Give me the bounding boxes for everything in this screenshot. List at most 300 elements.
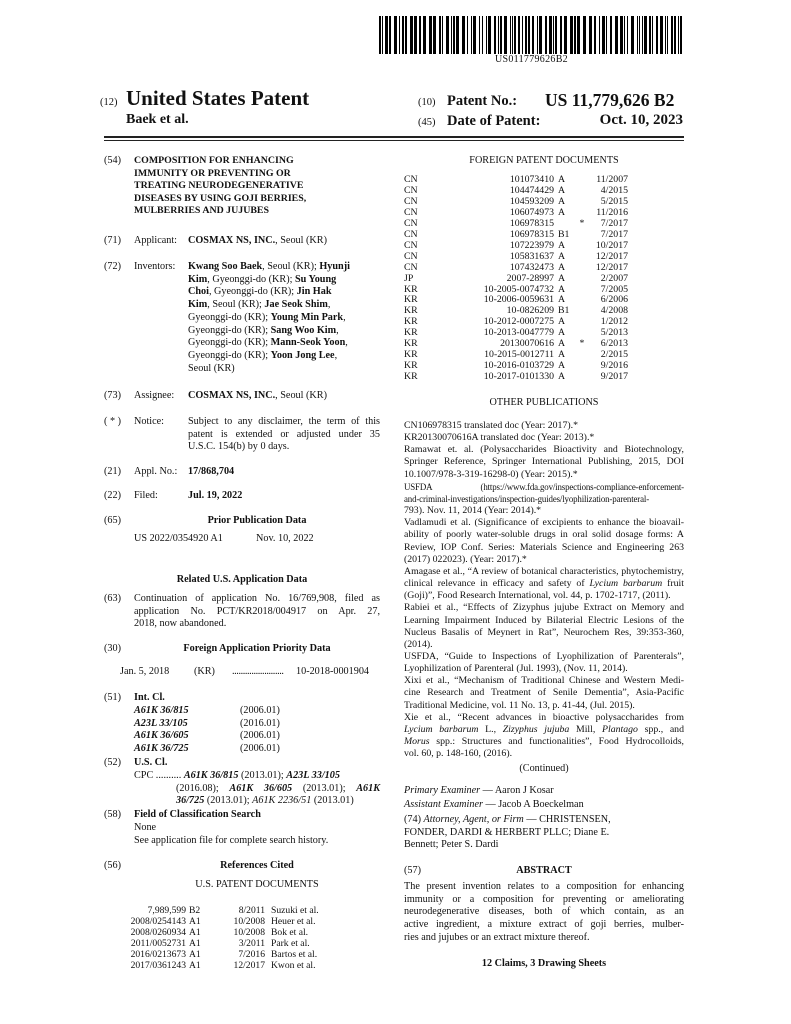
publication-line (404, 590, 684, 602)
publication-text: Traditional Medicine, vol. 11 No. 13, p. 41-44, (Jul. 2015). (404, 699, 635, 711)
foreign-doc-number: 106978315 (509, 217, 554, 229)
barcode-bar (528, 16, 530, 54)
attorney-line: Bennett; Peter S. Dardi (404, 839, 499, 851)
foreign-doc-date: 12/2017 (595, 261, 628, 273)
int-cl-table (134, 705, 280, 756)
barcode-bar (644, 16, 647, 54)
publication-line (404, 651, 684, 663)
barcode-bar (423, 16, 426, 54)
barcode-bar (512, 16, 513, 54)
inventor-location: , (343, 311, 346, 323)
barcode-bar (631, 16, 634, 54)
title-line: TREATING NEURODEGENERATIVE (134, 180, 304, 192)
barcode-bar (660, 16, 663, 54)
foreign-doc-date: 11/2016 (596, 206, 628, 218)
barcode-bar (602, 16, 605, 54)
publication-line (404, 675, 684, 687)
barcode-bar (639, 16, 640, 54)
foreign-doc-number: 10-2015-0012711 (484, 349, 554, 361)
inventor-name: Kwang Soo Baek (188, 261, 263, 272)
foreign-doc-kind: A (558, 206, 566, 218)
foreign-doc-date: 9/2016 (600, 360, 628, 372)
publication-line (404, 469, 684, 481)
us-doc-number: 2017/0361243 (130, 959, 186, 971)
prior-pub-number: US 2022/0354920 A1 (134, 533, 223, 544)
publication-line (404, 602, 684, 614)
priority-date: Jan. 5, 2018 (120, 666, 170, 677)
publication-text: 10.1007/978-3-319-16298-0) (Year: 2015).* (404, 468, 578, 480)
foreign-doc-country: KR (404, 327, 418, 339)
publication-text: Amagase et al., “A review of botanical characteristics, phytochemistry, (404, 565, 684, 577)
inventor-line (188, 325, 350, 338)
us-doc-date: 7/2016 (238, 948, 265, 960)
us-patent-row (104, 961, 371, 972)
patent-type-title: United States Patent (126, 86, 310, 110)
assistant-examiner-name: — Jacob A Boeckelman (482, 799, 584, 810)
barcode-bar (479, 16, 480, 54)
priority-country: (KR) (194, 666, 215, 677)
foreign-doc-number: 10-2017-0101330 (483, 371, 554, 383)
foreign-doc-country: KR (404, 283, 418, 295)
barcode-bar (439, 16, 441, 54)
publication-line (404, 493, 684, 505)
publication-line (404, 444, 684, 456)
int-cl-version: (2006.01) (240, 705, 280, 716)
foreign-doc-cited-mark (574, 241, 590, 252)
inventor-location: Gyeonggi-do (KR); (188, 349, 271, 361)
us-cl-cpc (134, 770, 380, 808)
foreign-doc-cited-mark (574, 230, 590, 241)
foreign-doc-kind: A (558, 195, 566, 207)
attorney-label: Attorney, Agent, or Firm (423, 814, 524, 825)
foreign-doc-row (404, 372, 628, 383)
primary-examiner (404, 785, 554, 798)
barcode-bar (627, 16, 628, 54)
inventor-name: Choi (188, 286, 209, 298)
appl-no-value: 17/868,704 (188, 466, 235, 477)
publication-text: Vadlamudi et al. (Significance of excipients to enhance the bioavail- (404, 517, 684, 529)
int-cl-class: A61K 36/725 (134, 743, 189, 755)
us-doc-number: 2016/0213673 (130, 948, 186, 960)
inventor-name: Jae Seok Shim (264, 299, 328, 311)
barcode-bar (486, 16, 487, 54)
assignee-name: COSMAX NS, INC. (188, 390, 276, 401)
foreign-doc-kind: A (558, 360, 566, 372)
foreign-doc-row (404, 274, 628, 285)
barcode-bar (615, 16, 618, 54)
cpc-text: (2016.08); (176, 782, 230, 794)
foreign-doc-number: 2007-28997 (506, 272, 554, 284)
cpc-class: A61K 36/815 (183, 770, 239, 781)
barcode-bar (414, 16, 417, 54)
publication-line (404, 736, 684, 748)
foreign-docs-table (404, 175, 628, 383)
foreign-doc-country: KR (404, 338, 418, 350)
publication-line (404, 663, 684, 675)
barcode-bar (574, 16, 576, 54)
publication-italic: Zizyphus jujuba (502, 723, 570, 735)
publication-text: 793). Nov. 11, 2014 (Year: 2014).* (404, 505, 542, 517)
publication-line (404, 517, 684, 529)
barcode-bar (488, 16, 491, 54)
publication-text: cine Research and Treatment of Senile Dementia”, Asia-Pacific (404, 687, 684, 699)
notice-line: patent is extended or adjusted under 35 (188, 428, 380, 440)
barcode-bar (494, 16, 496, 54)
notice-line: Subject to any disclaimer, the term of this (188, 416, 380, 427)
code-58: (58) (104, 809, 121, 820)
us-doc-kind: A1 (189, 959, 201, 971)
barcode-bar (564, 16, 567, 54)
title-line: COMPOSITION FOR ENHANCING (134, 155, 294, 166)
inventor-name: Mann-Seok Yoon (270, 337, 346, 349)
barcode-bar (453, 16, 455, 54)
code-51: (51) (104, 692, 121, 703)
barcode-bar (532, 16, 534, 54)
attorney-name-1: — CHRISTENSEN, (523, 814, 611, 825)
header-rule-1 (104, 136, 684, 138)
int-cl-class: A23L 33/105 (134, 717, 188, 729)
inventor-location: , Gyeonggi-do (KR); (208, 286, 297, 298)
us-doc-name: Park et al. (271, 937, 310, 949)
cpc-line (134, 770, 380, 783)
foreign-doc-date: 7/2017 (600, 228, 628, 240)
foreign-doc-cited-mark (574, 197, 590, 208)
foreign-doc-kind: A (558, 349, 566, 361)
barcode-bar (379, 16, 381, 54)
related-line: application No. PCT/KR2018/004917 on Apr. 27, (134, 605, 380, 617)
field-search-none: None (134, 822, 157, 833)
us-doc-name: Kwon et al. (271, 959, 316, 971)
barcode-bar (637, 16, 638, 54)
publication-line (404, 615, 684, 627)
code-71: (71) (104, 235, 121, 246)
foreign-doc-cited-mark: * (579, 217, 585, 229)
barcode-bar (500, 16, 502, 54)
foreign-doc-number: 10-0826209 (506, 305, 554, 317)
barcode-bar (473, 16, 476, 54)
primary-examiner-label: Primary Examiner (404, 785, 481, 796)
inventor-name: Sang Woo Kim (270, 324, 337, 336)
inventor-name: Jin Hak (296, 286, 332, 298)
us-doc-number: 2011/0052731 (130, 937, 186, 949)
foreign-doc-number: 10-2006-0059631 (483, 294, 554, 306)
us-doc-number: 7,989,599 (147, 905, 186, 916)
foreign-doc-kind: A (558, 294, 566, 306)
foreign-doc-number: 10-2005-0074732 (483, 283, 554, 295)
barcode-bar (553, 16, 554, 54)
attorney-line: FONDER, DARDI & HERBERT PLLC; Diane E. (404, 826, 610, 838)
barcode-bar (451, 16, 452, 54)
cpc-class: A23L 33/105 (286, 770, 340, 781)
publication-text: Springer Reference, Springer International Publishing, 2015, DOI (404, 456, 684, 468)
foreign-doc-number: 10-2012-0007275 (483, 316, 554, 328)
references-heading: References Cited (220, 860, 294, 871)
us-patent-docs-table (104, 906, 371, 971)
cpc-class: A61K (356, 782, 380, 794)
assignee-label: Assignee: (134, 390, 175, 401)
int-cl-row (134, 743, 280, 756)
publication-line (404, 724, 684, 736)
foreign-doc-date: 11/2007 (596, 174, 628, 185)
barcode-bar (382, 16, 383, 54)
foreign-doc-kind: A (558, 174, 566, 185)
notice-text (188, 416, 380, 441)
field-search-see: See application file for complete search history. (134, 835, 329, 846)
barcode-bar (606, 16, 607, 54)
cpc-text: (2013.01); (238, 770, 287, 781)
code-21: (21) (104, 466, 121, 477)
foreign-doc-kind: A (558, 272, 566, 284)
publication-text: CN106978315 translated doc (Year: 2017).* (404, 420, 578, 431)
foreign-doc-country: KR (404, 360, 418, 372)
barcode-bar (522, 16, 523, 54)
foreign-priority-heading: Foreign Application Priority Data (183, 643, 331, 654)
header-rule-2 (104, 140, 684, 141)
patent-date: Oct. 10, 2023 (599, 112, 683, 128)
us-cl-label: U.S. Cl. (134, 757, 168, 768)
priority-leader: ........................ (232, 666, 284, 677)
publication-line (404, 566, 684, 578)
doc-number: US011779626B2 (495, 54, 568, 65)
barcode-bar (399, 16, 400, 54)
foreign-docs-heading: FOREIGN PATENT DOCUMENTS (469, 155, 619, 166)
foreign-doc-kind: A (558, 261, 566, 273)
foreign-doc-cited-mark (574, 285, 590, 296)
publication-line (404, 712, 684, 724)
foreign-doc-number: 106074973 (509, 206, 554, 218)
foreign-doc-country: KR (404, 316, 418, 328)
applicant-label: Applicant: (134, 235, 178, 246)
inventor-location: , (327, 299, 331, 311)
barcode-bar (652, 16, 653, 54)
foreign-doc-number: 107223979 (509, 239, 554, 251)
barcode-bar (429, 16, 432, 54)
publication-text: (2017) 022023). (Year: 2017).* (404, 553, 527, 565)
barcode-bar (620, 16, 623, 54)
inventor-location: , (336, 324, 339, 336)
barcode-bar (560, 16, 562, 54)
foreign-doc-date: 2/2015 (600, 349, 628, 361)
barcode-bar (410, 16, 413, 54)
foreign-doc-row (404, 252, 628, 263)
code-56: (56) (104, 860, 121, 871)
barcode-bar (498, 16, 499, 54)
foreign-doc-date: 4/2015 (600, 184, 628, 196)
primary-examiner-name: — Aaron J Kosar (480, 785, 554, 796)
priority-number: 10-2018-0001904 (296, 666, 370, 677)
foreign-doc-kind: A (558, 316, 566, 328)
publication-line (404, 432, 684, 444)
barcode-bar (649, 16, 651, 54)
barcode-bar (599, 16, 600, 54)
publication-italic: Lycium barbarum (589, 578, 663, 590)
barcode-bar (674, 16, 676, 54)
code-45: (45) (418, 117, 436, 128)
publication-text: Mill, (569, 723, 603, 735)
foreign-doc-kind: A (558, 283, 566, 295)
int-cl-version: (2006.01) (240, 730, 280, 742)
abstract-line: neurodegenerative diseases, both of which contain, as an (404, 906, 684, 918)
code-57: (57) (404, 865, 421, 876)
inventors-label: Inventors: (134, 261, 176, 272)
related-text (134, 593, 380, 618)
barcode-bar (545, 16, 547, 54)
us-doc-date: 3/2011 (238, 937, 265, 949)
publication-text: Rabiei et al., “Effects of Zizyphus jujube Extract on Memory and (404, 602, 684, 614)
barcode-bar (537, 16, 538, 54)
foreign-doc-row (404, 263, 628, 274)
us-doc-date: 10/2008 (233, 915, 265, 927)
barcode-bar (555, 16, 557, 54)
code-72: (72) (104, 261, 121, 272)
barcode-bar (462, 16, 465, 54)
us-doc-kind: A1 (189, 926, 201, 938)
foreign-doc-date: 2/2007 (600, 272, 628, 284)
publication-italic: Morus (404, 736, 430, 748)
publication-line (404, 687, 684, 699)
inventor-name: Hyunji (319, 261, 350, 272)
publication-text: spp.: Structures and functionalities”, Food Hydrocolloids, (429, 736, 684, 748)
inventor-line (188, 286, 350, 299)
inventor-location: Gyeonggi-do (KR); (188, 337, 271, 349)
related-heading: Related U.S. Application Data (176, 574, 308, 585)
cpc-text: (2013.01) (311, 795, 354, 807)
publication-text: and-criminal-investigations/inspection-guides/lyophilization-parenteral- (404, 493, 650, 504)
foreign-doc-date: 7/2005 (600, 283, 628, 295)
other-publications (404, 420, 684, 760)
publication-text: USFDA (https://www.fda.gov/inspections-compliance-enforcement- (404, 481, 684, 492)
barcode-bar (680, 16, 682, 54)
foreign-doc-kind: B1 (558, 228, 570, 240)
abstract-line: immunity or a composition for preventing or ameliorating (404, 893, 684, 905)
foreign-doc-date: 7/2017 (600, 217, 628, 229)
inventor-line (188, 299, 350, 312)
foreign-doc-date: 5/2013 (600, 327, 628, 339)
publication-line (404, 529, 684, 541)
code-22: (22) (104, 490, 121, 501)
publication-line (404, 627, 684, 639)
barcode-bar (405, 16, 407, 54)
inventor-location: , (334, 349, 338, 361)
barcode-bar (624, 16, 625, 54)
us-doc-name: Heuer et al. (271, 915, 316, 927)
assignee-location: , Seoul (KR) (275, 390, 327, 401)
abstract-heading: ABSTRACT (516, 865, 572, 876)
us-doc-number: 2008/0254143 (130, 915, 186, 927)
us-doc-date: 8/2011 (238, 905, 265, 916)
barcode-bar (394, 16, 397, 54)
int-cl-version: (2006.01) (240, 743, 280, 755)
foreign-doc-cited-mark (574, 317, 590, 328)
patent-no-label: Patent No.: (447, 93, 518, 109)
assistant-examiner (404, 799, 584, 812)
code-73: (73) (104, 390, 121, 401)
foreign-doc-cited-mark (574, 350, 590, 361)
int-cl-version: (2016.01) (240, 717, 280, 729)
barcode-bar (433, 16, 436, 54)
attorney-code: (74) (404, 814, 421, 825)
inventor-line (188, 312, 350, 325)
foreign-doc-date: 1/2012 (600, 316, 628, 328)
publication-text: ability of poorly water-soluble drugs in oral solid dosage forms: A (404, 529, 684, 541)
foreign-doc-cited-mark (574, 175, 590, 186)
inventor-name: Kim (188, 273, 208, 285)
prior-pub-date: Nov. 10, 2022 (256, 533, 314, 544)
foreign-doc-country: CN (404, 206, 418, 218)
publication-text: Learning Impairment Induced by Bilaterial Electric Lesions of the (404, 614, 684, 626)
inventor-name: Yoon Jong Lee (270, 349, 335, 361)
appl-no-label: Appl. No.: (134, 466, 178, 477)
barcode-bar (577, 16, 580, 54)
inventor-name: Young Min Park (270, 311, 344, 323)
inventor-location: Gyeonggi-do (KR); (188, 311, 271, 323)
publication-text: L., (478, 723, 503, 735)
int-cl-class: A61K 36/605 (134, 730, 189, 742)
inventor-location: Gyeonggi-do (KR); (188, 324, 271, 336)
barcode-bar (610, 16, 612, 54)
foreign-doc-number: 106978315 (509, 228, 554, 240)
barcode-bar (482, 16, 483, 54)
int-cl-class: A61K 36/815 (134, 705, 189, 716)
inventor-line (188, 261, 350, 274)
barcode-bar (504, 16, 507, 54)
foreign-doc-country: CN (404, 228, 418, 240)
abstract-line: active ingredient, a mixture extract of goji berries, mulber- (404, 919, 684, 931)
abstract-line-last: ries and jujubes or an extract mixture thereof. (404, 932, 590, 943)
abstract-line: The present invention relates to a composition for enhancing (404, 881, 684, 892)
foreign-doc-cited-mark (574, 306, 590, 317)
other-pubs-heading: OTHER PUBLICATIONS (489, 397, 599, 408)
publication-text: (2014). (404, 638, 433, 650)
invention-title (134, 155, 306, 218)
publication-text: clinical relevance in efficacy and safety of (404, 578, 590, 590)
foreign-doc-kind: A (558, 239, 566, 251)
code-63: (63) (104, 593, 121, 604)
us-doc-kind: B2 (189, 905, 201, 916)
us-doc-date: 10/2008 (233, 926, 265, 938)
inventor-location: , Seoul (KR); (207, 299, 265, 311)
foreign-doc-cited-mark (574, 252, 590, 263)
foreign-doc-number: 105831637 (509, 250, 554, 262)
foreign-doc-country: CN (404, 261, 418, 273)
notice-line-last: U.S.C. 154(b) by 0 days. (188, 441, 290, 452)
related-line: Continuation of application No. 16/769,908, filed as (134, 593, 380, 604)
inventor-short: Baek et al. (126, 112, 189, 127)
publication-text: (Goji)”, Food Research International, vol. 44, p. 1702-1717, (2011). (404, 590, 671, 602)
barcode-bar (467, 16, 468, 54)
us-doc-name: Suzuki et al. (271, 905, 319, 916)
foreign-doc-cited-mark (574, 274, 590, 285)
barcode-bar (594, 16, 596, 54)
us-doc-date: 12/2017 (233, 959, 265, 971)
publication-text: USFDA, “Guide to Inspections of Lyophilization of Parenterals”, (404, 650, 684, 662)
patent-no: US 11,779,626 B2 (545, 90, 675, 110)
barcode-bar (570, 16, 573, 54)
assistant-examiner-label: Assistant Examiner (404, 799, 483, 810)
related-line-last: 2018, now abandoned. (134, 618, 227, 629)
barcode-bar (446, 16, 449, 54)
cpc-line (134, 795, 380, 808)
foreign-doc-country: CN (404, 195, 418, 207)
inventor-location: , Gyeonggi-do (KR); (207, 273, 295, 285)
code-54: (54) (104, 155, 121, 166)
foreign-doc-cited-mark (574, 186, 590, 197)
publication-text: Nucleus Basalis of Meynert in Rat”, Neurochem Res, 39:353-360, (404, 626, 684, 638)
us-doc-number: 2008/0260934 (130, 926, 186, 938)
barcode-bar (671, 16, 673, 54)
cpc-class: A61K 2236/51 (252, 795, 312, 807)
foreign-doc-date: 6/2006 (600, 294, 628, 306)
